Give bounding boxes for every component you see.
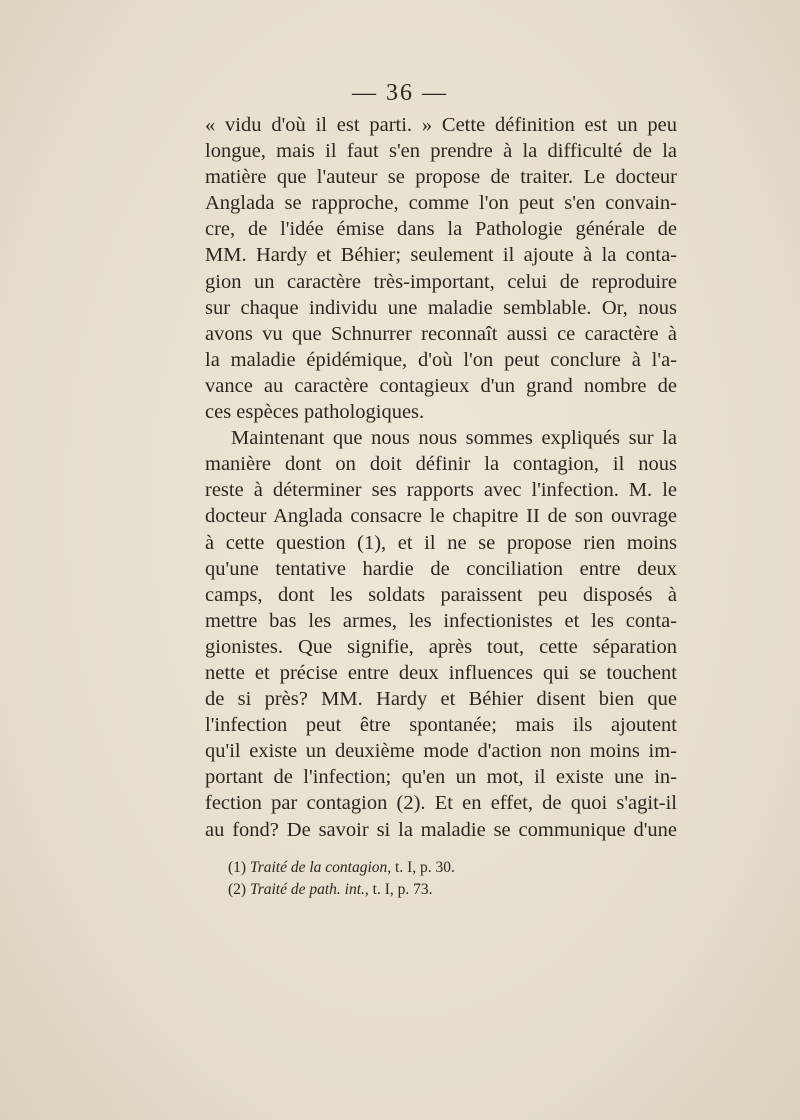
text-line: docteur Anglada consacre le chapitre II de son ouvrage bbox=[205, 505, 677, 528]
footnote bbox=[228, 879, 668, 901]
text-line: au fond? De savoir si la maladie se communique d'une bbox=[205, 818, 677, 841]
footnote-ref: t. I, p. 30. bbox=[395, 859, 455, 876]
text-line: à cette question (1), et il ne se propose rien moins bbox=[205, 531, 677, 554]
text-line: de si près? MM. Hardy et Béhier disent bien que bbox=[205, 688, 677, 711]
paragraph bbox=[205, 112, 677, 425]
footnote bbox=[228, 857, 668, 879]
text-line: manière dont on doit définir la contagion, il nous bbox=[205, 453, 677, 476]
footnotes bbox=[228, 857, 668, 901]
text-line: camps, dont les soldats paraissent peu disposés à bbox=[205, 583, 677, 606]
text-line: qu'une tentative hardie de conciliation entre deux bbox=[205, 557, 677, 580]
footnote-mark: (2) bbox=[228, 881, 247, 898]
text-line: sur chaque individu une maladie semblable. Or, nous bbox=[205, 296, 677, 319]
text-line: Maintenant que nous nous sommes expliqués sur la bbox=[231, 427, 677, 450]
text-line: mettre bas les armes, les infectionistes et les conta- bbox=[205, 609, 677, 632]
footnote-ref: t. I, p. 73. bbox=[372, 881, 433, 898]
text-line: qu'il existe un deuxième mode d'action non moins im- bbox=[205, 740, 677, 763]
footnote-mark: (1) bbox=[228, 859, 247, 876]
text-line: Anglada se rapproche, comme l'on peut s'en convain- bbox=[205, 192, 677, 215]
text-line: l'infection peut être spontanée; mais ils ajoutent bbox=[205, 714, 677, 737]
text-line: avons vu que Schnurrer reconnaît aussi ce caractère à bbox=[205, 322, 677, 345]
text-line: portant de l'infection; qu'en un mot, il existe une in- bbox=[205, 766, 677, 789]
text-line: fection par contagion (2). Et en effet, de quoi s'agit-il bbox=[205, 792, 677, 815]
text-line: « vidu d'où il est parti. » Cette définition est un peu bbox=[205, 114, 677, 136]
text-line: gion un caractère très-important, celui de reproduire bbox=[205, 270, 677, 293]
page-number: — 36 — bbox=[352, 80, 448, 106]
footnote-title: Traité de la contagion, bbox=[249, 859, 392, 876]
paragraph bbox=[205, 425, 677, 843]
text-line: cre, de l'idée émise dans la Pathologie générale de bbox=[205, 218, 677, 241]
text-line: MM. Hardy et Béhier; seulement il ajoute à la conta- bbox=[205, 244, 677, 267]
footnote-title: Traité de path. int., bbox=[249, 881, 369, 898]
text-line: la maladie épidémique, d'où l'on peut conclure à l'a- bbox=[205, 348, 677, 371]
text-line: reste à déterminer ses rapports avec l'infection. M. le bbox=[205, 479, 677, 502]
text-line: vance au caractère contagieux d'un grand nombre de bbox=[205, 374, 677, 397]
text-line: matière que l'auteur se propose de traiter. Le docteur bbox=[205, 166, 677, 189]
body-text bbox=[205, 112, 677, 843]
text-line: ces espèces pathologiques. bbox=[205, 401, 425, 424]
text-line: gionistes. Que signifie, après tout, cette séparation bbox=[205, 635, 677, 658]
text-line: nette et précise entre deux influences qui se touchent bbox=[205, 661, 677, 684]
text-line: longue, mais il faut s'en prendre à la difficulté de la bbox=[205, 140, 677, 163]
